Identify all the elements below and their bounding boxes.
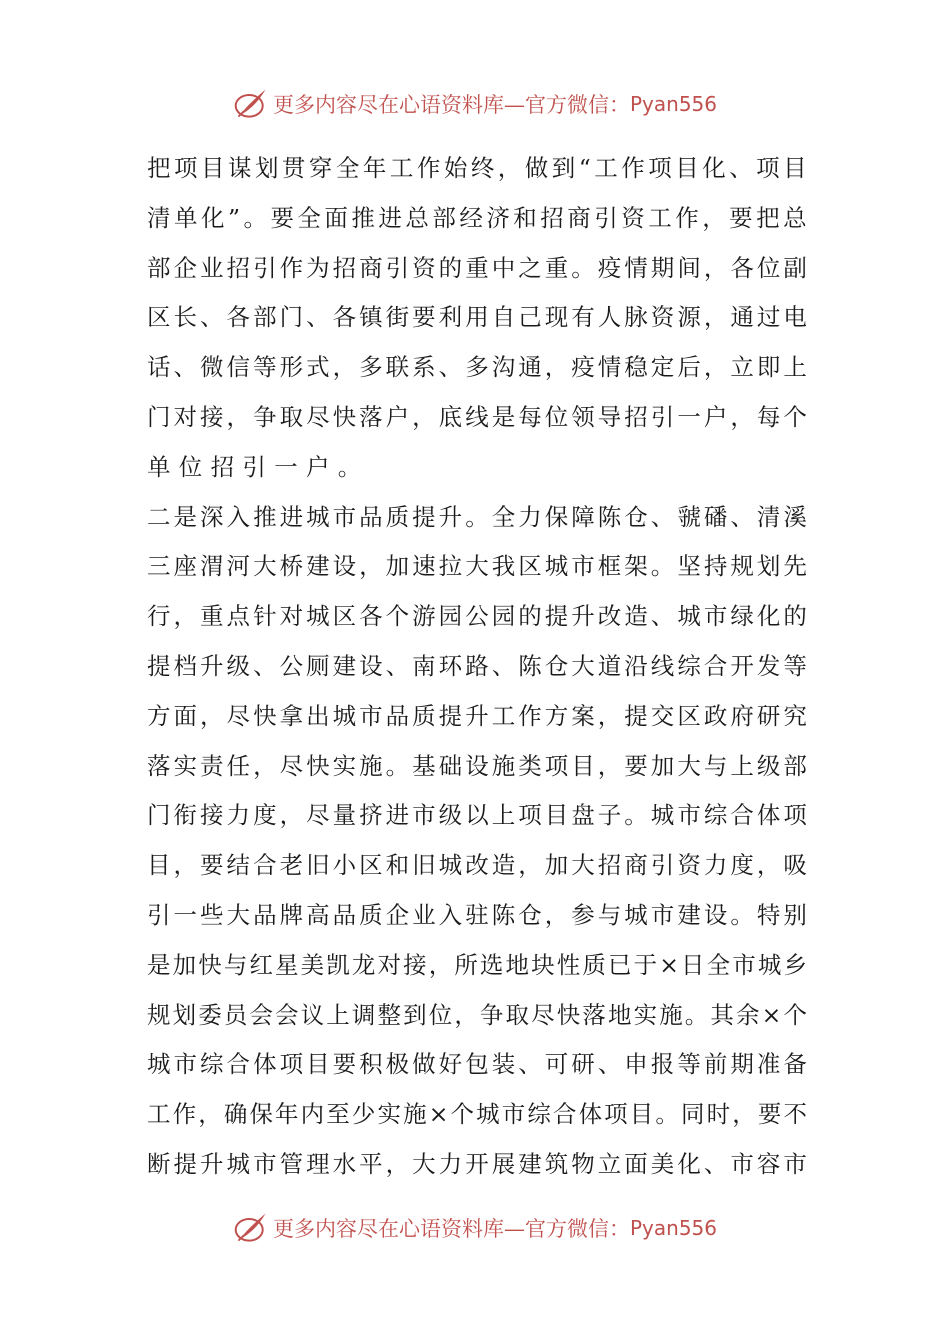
text-line: 清 单 化 ” 。 要 全 面 推 进 总 部 经 济 和 招 商 引 资 工 作 ， 要 把 总 [147,203,807,232]
header-banner-text: 更多内容尽在心语资料库—官方微信： [272,93,630,117]
footer-wechat-id: Pyan556 [629,1216,717,1240]
header-banner [0,82,950,126]
document-body [147,144,807,1190]
text-line: 三 座 渭 河 大 桥 建 设 ， 加 速 拉 大 我 区 城 市 框 架 。 坚 持 规 划 先 [147,552,807,581]
text-line: 方 面 ， 尽 快 拿 出 城 市 品 质 提 升 工 作 方 案 ， 提 交 区 政 府 研 究 [147,701,807,730]
text-line: 话 、 微 信 等 形 式 ， 多 联 系 、 多 沟 通 ， 疫 情 稳 定 后 ， 立 即 上 [147,353,807,382]
text-line: 区 长 、 各 部 门 、 各 镇 街 要 利 用 自 己 现 有 人 脉 资 源 ， 通 过 电 [147,303,807,332]
text-line: 门 衔 接 力 度 ， 尽 量 挤 进 市 级 以 上 项 目 盘 子 。 城 市 综 合 体 项 [147,801,807,830]
header-wechat-id: Pyan556 [629,92,717,116]
text-line: 城 市 综 合 体 项 目 要 积 极 做 好 包 装 、 可 研 、 申 报 等 前 期 准 备 [147,1050,807,1079]
text-line: 引 一 些 大 品 牌 高 品 质 企 业 入 驻 陈 仓 ， 参 与 城 市 建 设 。 特 别 [147,900,807,929]
text-line: 落 实 责 任 ， 尽 快 实 施 。 基 础 设 施 类 项 目 ， 要 加 大 与 上 级 部 [147,751,807,780]
footer-banner-text: 更多内容尽在心语资料库—官方微信： [272,1217,630,1241]
quill-pen-logo-icon [233,1210,269,1246]
text-line: 行 ， 重 点 针 对 城 区 各 个 游 园 公 园 的 提 升 改 造 、 城 市 绿 化 的 [147,602,807,631]
text-line: 规 划 委 员 会 会 议 上 调 整 到 位 ， 争 取 尽 快 落 地 实 施 。 其 余 × 个 [147,1000,807,1029]
text-line: 目 ， 要 结 合 老 旧 小 区 和 旧 城 改 造 ， 加 大 招 商 引 资 力 度 ， 吸 [147,851,807,880]
text-line: 工 作 ， 确 保 年 内 至 少 实 施 × 个 城 市 综 合 体 项 目 。 同 时 ， 要 不 [147,1100,807,1129]
text-line: 提 档 升 级 、 公 厕 建 设 、 南 环 路 、 陈 仓 大 道 沿 线 综 合 开 发 等 [147,651,807,680]
text-line: 部 企 业 招 引 作 为 招 商 引 资 的 重 中 之 重 。 疫 情 期 间 ， 各 位 副 [147,253,807,282]
quill-pen-logo-icon [233,86,269,122]
text-line: 门 对 接 ， 争 取 尽 快 落 户 ， 底 线 是 每 位 领 导 招 引 一 户 ， 每 个 [147,402,807,431]
text-line: 单 位 招 引 一 户 。 [147,452,362,481]
text-line: 断 提 升 城 市 管 理 水 平 ， 大 力 开 展 建 筑 物 立 面 美 化 、 市 容 市 [147,1149,807,1178]
text-line: 二 是 深 入 推 进 城 市 品 质 提 升 。 全 力 保 障 陈 仓 、 虢 磻 、 清 溪 [147,502,807,531]
text-line: 是 加 快 与 红 星 美 凯 龙 对 接 ， 所 选 地 块 性 质 已 于 × 日 全 市 城 乡 [147,950,807,979]
text-line: 把 项 目 谋 划 贯 穿 全 年 工 作 始 终 ， 做 到 “ 工 作 项 目 化 、 项 目 [147,154,807,182]
footer-banner [0,1206,950,1250]
